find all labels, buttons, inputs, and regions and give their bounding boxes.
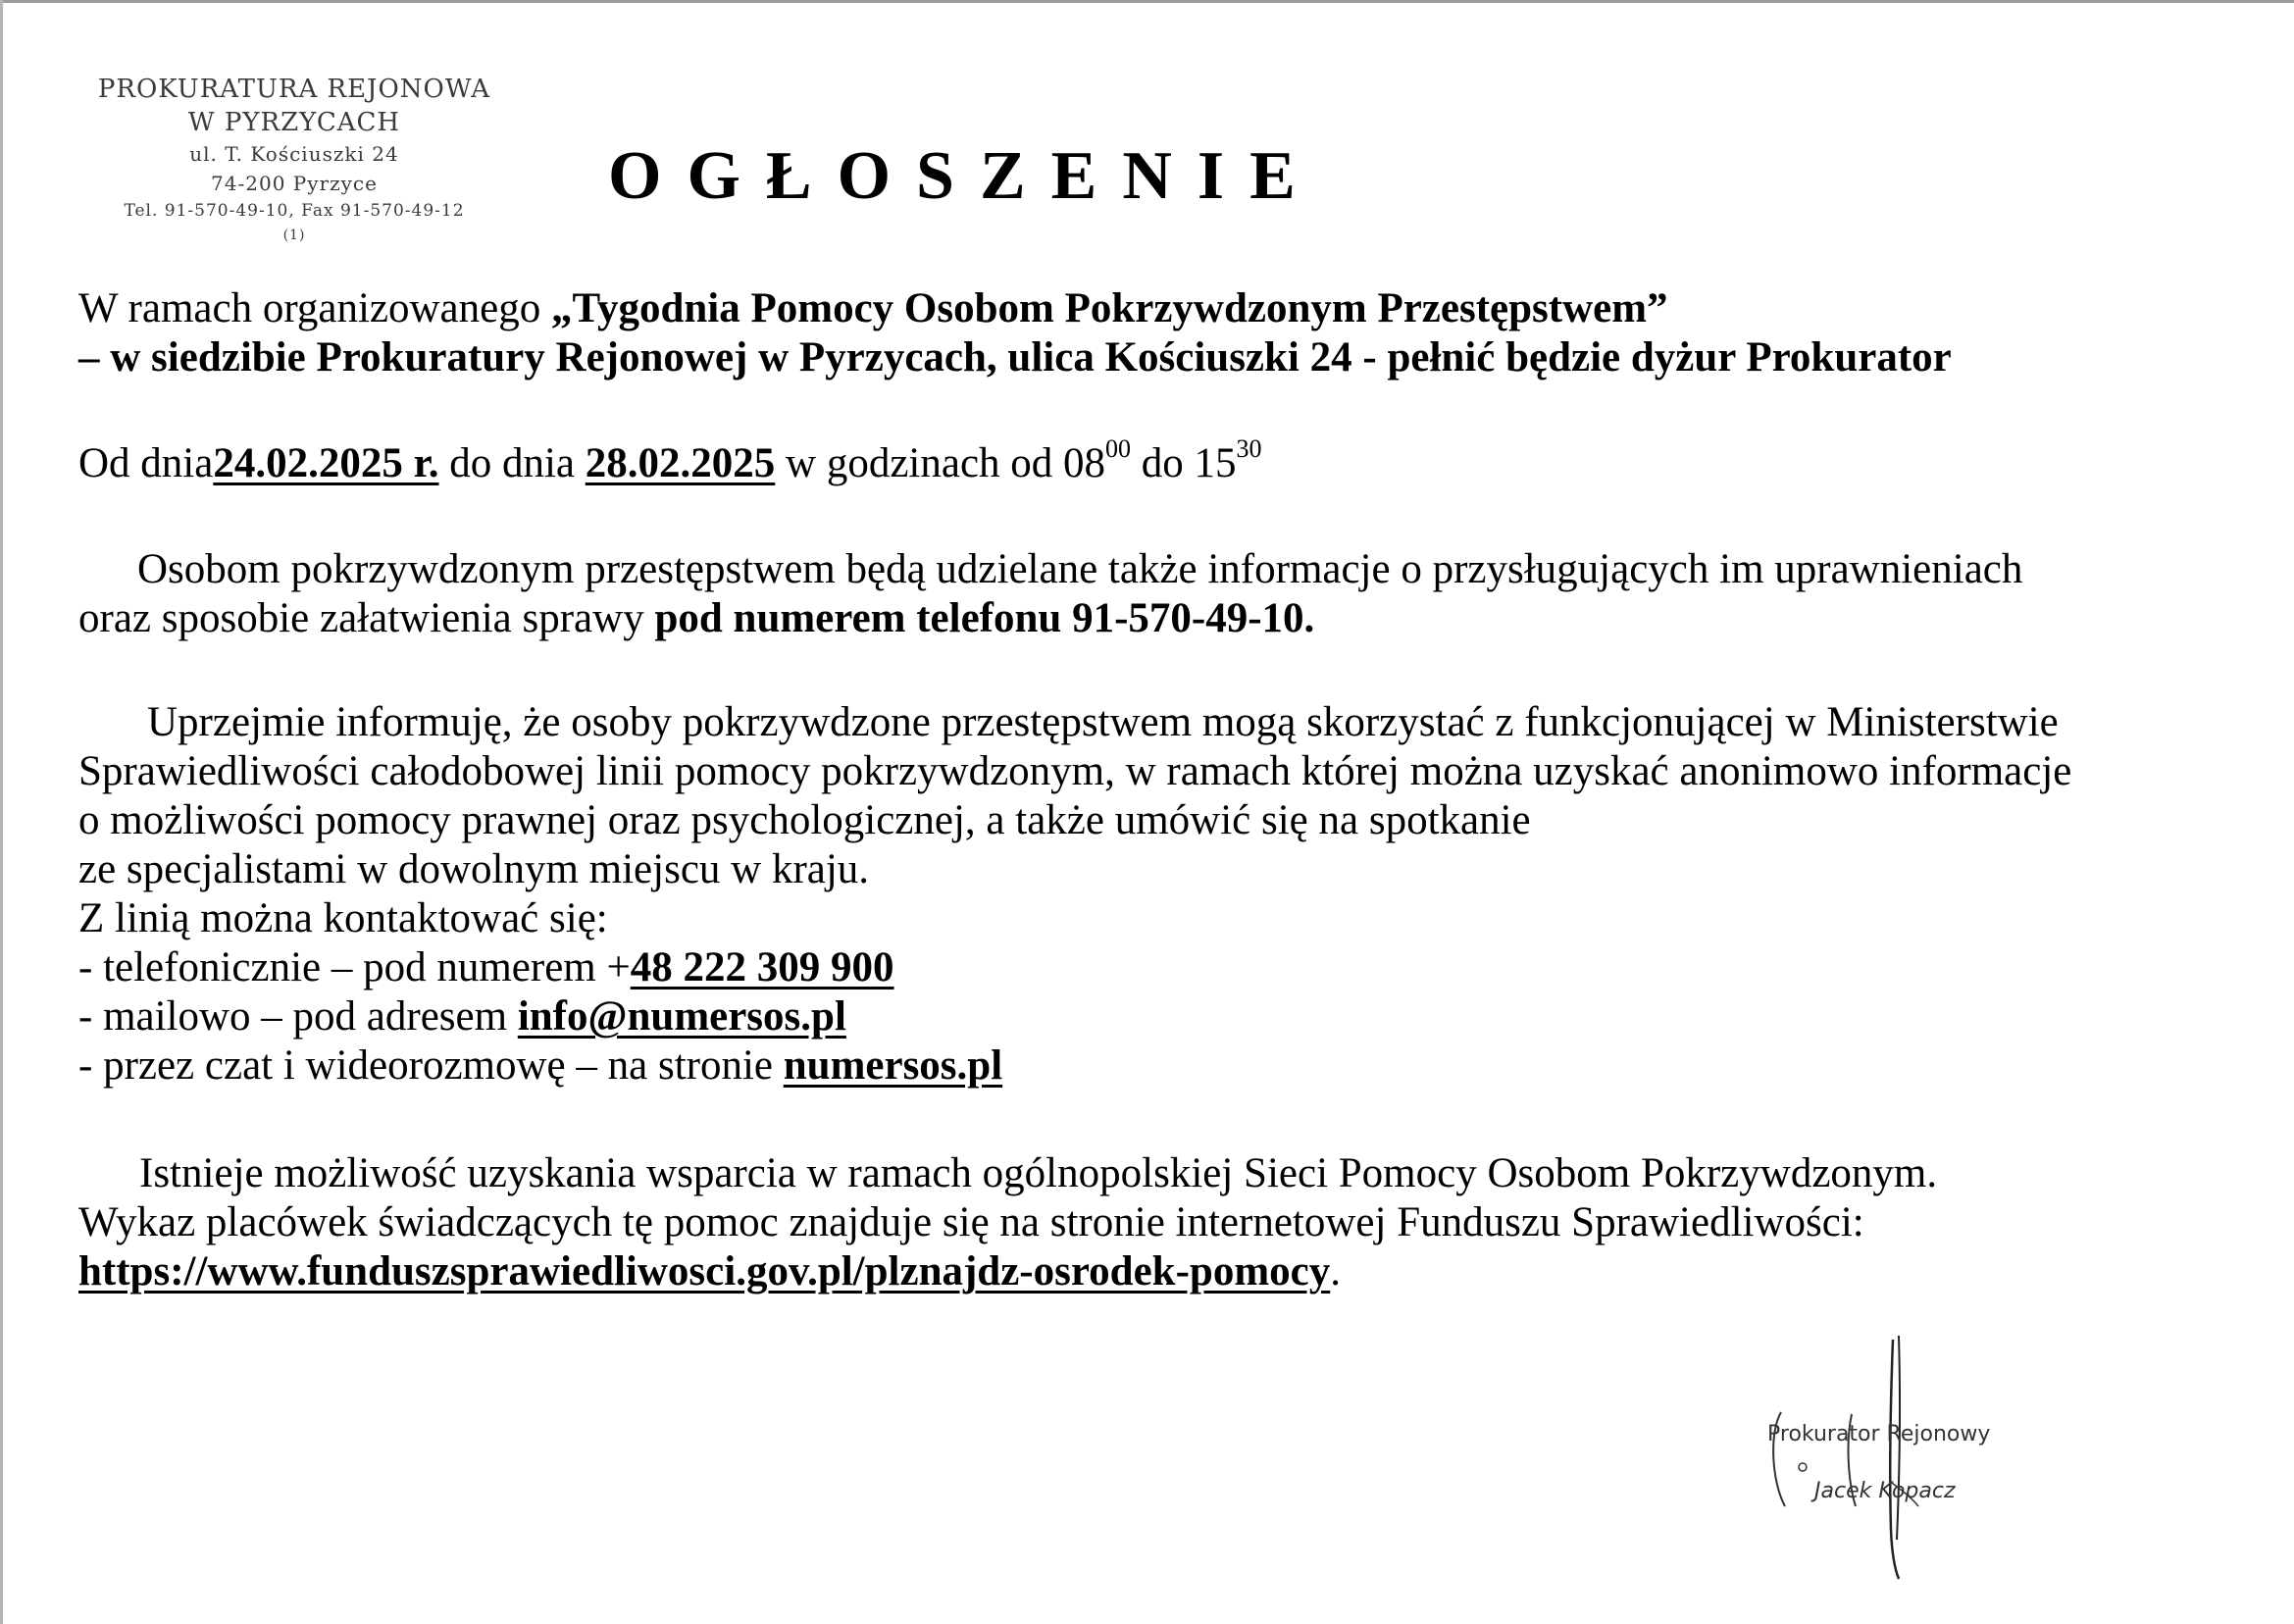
intro-line-2	[78, 333, 2275, 382]
scan-edge-left	[0, 0, 3, 1624]
stamp-line-street: ul. T. Kościuszki 24	[189, 142, 399, 166]
date-from: 24.02.2025 r.	[213, 440, 439, 486]
location-duty-text: – w siedzibie Prokuratury Rejonowej w Pyrzycach, ulica Kościuszki 24 - pełnić będzie dyżur Prokurator	[78, 334, 1952, 381]
date-to: 28.02.2025	[585, 440, 776, 486]
support-network-line-2: Wykaz placówek świadczących tę pomoc znajduje się na stronie internetowej Funduszu Sprawiedliwości:	[78, 1199, 1864, 1245]
support-network-paragraph	[78, 1149, 2275, 1296]
dates-from-label: Od dnia	[78, 440, 214, 486]
signature-name: Jacek Kopacz	[1814, 1479, 1956, 1503]
helpline-paragraph	[78, 698, 2275, 1091]
hours-from: w godzinach od 08	[775, 440, 1106, 486]
helpline-chat-link[interactable]: numersos.pl	[783, 1042, 1003, 1089]
scan-edge-top	[0, 0, 2294, 3]
signature-strokes	[1746, 1334, 2099, 1589]
helpline-line-3: o możliwości pomocy prawnej oraz psychologicznej, a także umówić się na spotkanie	[78, 797, 1531, 843]
office-stamp	[59, 73, 530, 247]
office-phone: pod numerem telefonu 91-570-49-10.	[654, 595, 1315, 641]
stamp-line-number: (1)	[282, 228, 306, 243]
dates-to-label: do dnia	[438, 440, 586, 486]
support-network-line-1: Istnieje możliwość uzyskania wsparcia w ramach ogólnopolskiej Sieci Pomocy Osobom Pokrzywdzonym.	[139, 1150, 1938, 1196]
helpline-mail-label: - mailowo – pod adresem	[78, 993, 518, 1040]
signature-stamp	[1746, 1334, 2099, 1589]
hours-from-minutes: 00	[1105, 434, 1132, 463]
hours-to: do 15	[1131, 440, 1237, 486]
helpline-chat-item	[78, 1041, 2275, 1091]
phone-info-line-1: Osobom pokrzywdzonym przestępstwem będą udzielane także informacje o przysługujących im uprawnieniach	[137, 546, 2023, 592]
announcement-body	[78, 284, 2275, 1296]
helpline-line-2: Sprawiedliwości całodobowej linii pomocy pokrzywdzonym, w ramach której można uzyskać anonimowo informacje	[78, 748, 2072, 794]
phone-info-paragraph	[78, 545, 2275, 643]
helpline-line-1: Uprzejmie informuję, że osoby pokrzywdzone przestępstwem mogą skorzystać z funkcjonującej w Ministerstwie	[147, 699, 2059, 745]
phone-info-line-2	[78, 594, 2275, 643]
intro-line-1	[78, 284, 2275, 333]
intro-paragraph	[78, 284, 2275, 382]
hours-to-minutes: 30	[1236, 434, 1262, 463]
stamp-line-city: W PYRZYCACH	[187, 108, 401, 137]
intro-text: W ramach organizowanego	[78, 285, 551, 331]
event-name: „Tygodnia Pomocy Osobom Pokrzywdzonym Przestępstwem”	[550, 285, 1668, 331]
stamp-line-postcode: 74-200 Pyrzyce	[211, 172, 378, 195]
phone-info-text: oraz sposobie załatwienia sprawy	[78, 595, 655, 641]
helpline-line-4: ze specjalistami w dowolnym miejscu w kraju.	[78, 846, 870, 892]
helpline-mail-item	[78, 992, 2275, 1041]
link-period: .	[1330, 1248, 1341, 1294]
signature-role: Prokurator Rejonowy	[1767, 1422, 1991, 1446]
helpline-contact-heading: Z linią można kontaktować się:	[78, 895, 608, 941]
fund-website-link[interactable]: https://www.funduszsprawiedliwosci.gov.pl/plznajdz-osrodek-pomocy	[78, 1248, 1331, 1294]
helpline-phone-item	[78, 943, 2275, 992]
support-network-link-line	[78, 1247, 2275, 1296]
helpline-chat-label: - przez czat i wideorozmowę – na stronie	[78, 1042, 784, 1089]
duty-dates	[78, 434, 2275, 488]
helpline-phone-link[interactable]: 48 222 309 900	[630, 944, 894, 990]
helpline-mail-link[interactable]: info@numersos.pl	[517, 993, 846, 1040]
page-title: OGŁOSZENIE	[608, 138, 1321, 214]
stamp-line-office: PROKURATURA REJONOWA	[97, 75, 491, 104]
stamp-line-phone-fax: Tel. 91-570-49-10, Fax 91-570-49-12	[124, 201, 465, 221]
helpline-phone-label: - telefonicznie – pod numerem +	[78, 944, 631, 990]
